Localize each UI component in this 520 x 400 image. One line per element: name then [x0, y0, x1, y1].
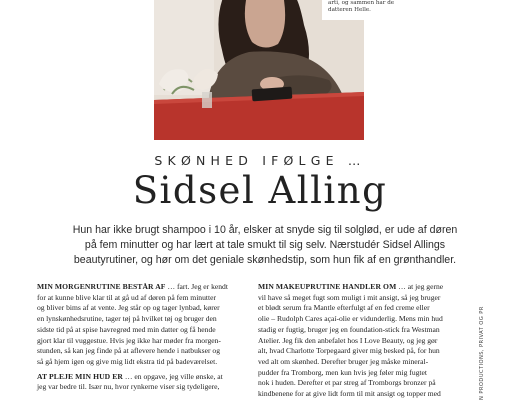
paragraph-line: for at kunne blive klar til at gå ud af døren på fem minutter: [37, 292, 217, 302]
portrait-photo: [154, 0, 364, 140]
paragraph-line: nok i huden. Derefter et par streg af Tromborgs bronzer på: [258, 378, 436, 388]
paragraph-line: gjort klar til vuggestue. Hvis jeg ikke har møder fra morgen-: [37, 335, 221, 345]
paragraph-line: stadig er fugtig, bruger jeg en foundation-stick fra Westman: [258, 324, 440, 334]
body-column-right: [258, 282, 471, 400]
paragraph-line: alt, hvad Charlotte Torpegaard giver mig besked på, for hun: [258, 346, 440, 356]
article-lede: [56, 223, 474, 269]
paragraph-line: jeg var bedre til. Især nu, hvor rynkerne viser sig tydeligere,: [37, 382, 220, 392]
paragraph-line: stunden, så kan jeg finde på at aflevere hende i natbukser og: [37, 346, 221, 356]
paragraph-line: så gå hjem igen og give mig lidt ekstra tid på badeværelset.: [37, 356, 218, 366]
body-paragraph-skincare: [37, 372, 242, 393]
portrait-photo-illustration: [154, 0, 364, 140]
paragraph-line: sidste tid på at spise havregrød med min datter og få hende: [37, 324, 216, 334]
photo-caption: [322, 0, 395, 20]
photo-credit: N PRODUCTIONS, PRIVAT OG PR: [479, 306, 485, 400]
paragraph-text: … fart. Jeg er kendt: [165, 282, 228, 291]
body-column-left: [37, 282, 242, 397]
article-title: Sidsel Alling: [132, 169, 388, 212]
run-in-heading: MIN MAKEUPRUTINE HANDLER OM: [258, 282, 397, 291]
paragraph-text: … en opgave, jeg ville ønske, at: [123, 371, 223, 381]
paragraph-line: olie – Rudolph Cares açaí-olie er vidunderlig. Mens min hud: [258, 314, 443, 324]
lede-line: beautyrutiner, og hør om det geniale skønhedstip, som hun fik af en grønthandler.: [73, 254, 457, 267]
caption-line: datteren Helle.: [328, 7, 371, 13]
paragraph-first-line: [258, 282, 471, 293]
run-in-heading: AT PLEJE MIN HUD ER: [37, 371, 124, 381]
paragraph-line: vil have så meget fugt som muligt i mit ansigt, så jeg bruger: [258, 292, 441, 302]
paragraph-first-line: [37, 372, 242, 383]
body-paragraph-morning-routine: [37, 282, 242, 368]
paragraph-text: … at jeg gerne: [396, 282, 444, 291]
article-kicker: SKØNHED IFØLGE …: [154, 153, 366, 168]
paragraph-line: en lynskønhedsrutine, tager tøj på hvilket tøj og bruger den: [37, 314, 217, 324]
paragraph-first-line: [37, 282, 242, 293]
paragraph-line: ved alt om skønhed. Derefter bruger jeg måske mineral-: [258, 356, 429, 366]
paragraph-line: kindbenene for at give lidt form til mit ansigt og topper med: [258, 389, 441, 399]
paragraph-line: Atelier. Jeg fik den anbefalet hos I Love Beauty, og jeg gør: [258, 335, 438, 345]
run-in-heading: MIN MORGENRUTINE BESTÅR AF: [37, 282, 166, 291]
lede-line: Hun har ikke brugt shampoo i 10 år, elsker at snyde sig til solglød, er ude af døren: [72, 224, 458, 236]
lede-line: på fem minutter og har lært at tale smukt til sig selv. Nærstudér Sidsel Allings: [84, 239, 446, 252]
paragraph-line: og bliver bims af at vente. Jeg står op og tager lynbad, kører: [37, 303, 220, 313]
caption-line: arti, og sammen har de: [328, 0, 395, 6]
paragraph-line: et blødt serum fra Mantle efterfulgt af en fed creme eller: [258, 303, 430, 313]
body-paragraph-makeup-routine: [258, 282, 471, 400]
paragraph-line: pudder fra Tromborg, men kun hvis jeg føler mig fugtet: [258, 367, 428, 377]
